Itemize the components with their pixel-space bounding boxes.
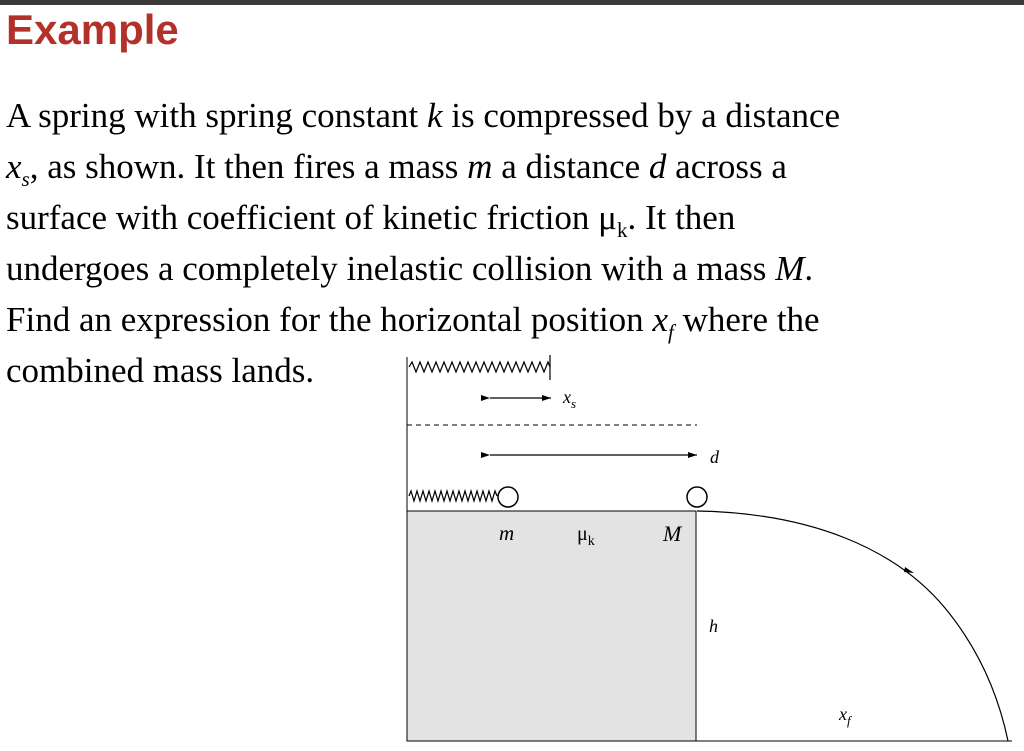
slide-title: Example	[6, 6, 179, 53]
problem-line-2: $x_s$, as shown. It then fires a mass m a distance d across a	[6, 147, 787, 191]
trajectory-arrowhead	[904, 567, 914, 573]
var-k: k	[426, 96, 443, 135]
var-M: M	[775, 249, 805, 288]
problem-line-4: undergoes a completely inelastic collision with a mass M.	[6, 249, 814, 288]
M-label: M	[663, 521, 682, 546]
problem-line-3: surface with coefficient of kinetic friction $\mu_k$. It then	[6, 198, 736, 242]
var-d: d	[648, 147, 667, 186]
problem-line-5: Find an expression for the horizontal position $x_f$ where the	[6, 300, 820, 344]
table-block	[407, 511, 696, 741]
mu-label: $\mu_k$	[577, 523, 595, 549]
problem-line-6: combined mass lands.	[6, 351, 315, 390]
problem-line-1: A spring with spring constant k is compressed by a distance	[6, 96, 841, 135]
m-label: m	[499, 521, 515, 545]
trajectory-curve	[697, 511, 1008, 741]
spring-relaxed	[409, 362, 550, 372]
mass-m-ball	[498, 487, 518, 507]
h-label: h	[709, 616, 718, 636]
var-m: m	[467, 147, 493, 186]
var-xs: x	[6, 147, 22, 186]
mass-M-ball	[687, 487, 707, 507]
xs-label: $x_s$	[563, 387, 577, 411]
xf-label: $x_f$	[839, 704, 851, 728]
d-label: d	[710, 447, 719, 467]
spring-compressed	[409, 491, 497, 501]
var-xf: x	[652, 300, 668, 339]
